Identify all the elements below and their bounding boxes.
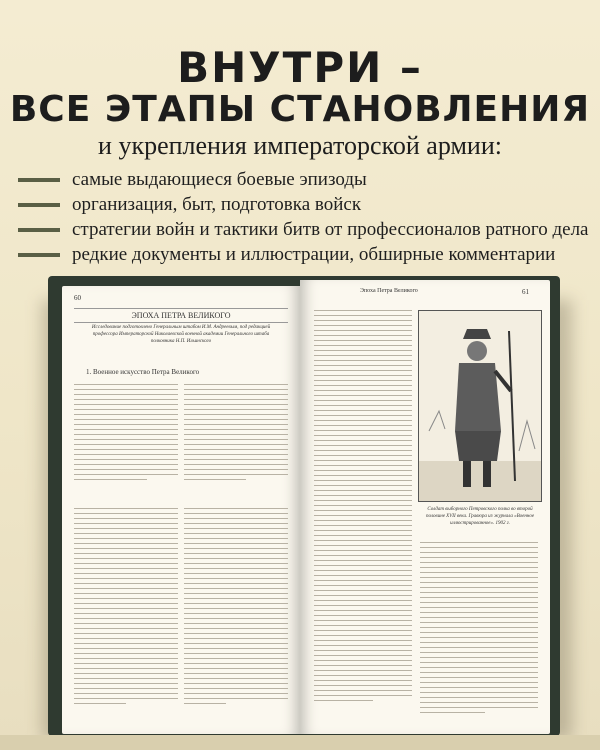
running-head: Эпоха Петра Великого — [360, 288, 418, 294]
bullet-bar-icon — [18, 253, 60, 257]
soldier-figure-icon — [419, 311, 541, 501]
feature-text: самые выдающиеся боевые эпизоды — [72, 169, 367, 190]
feature-text: организация, быт, подготовка войск — [72, 194, 362, 215]
chapter-title: ЭПОХА ПЕТРА ВЕЛИКОГО — [74, 308, 288, 323]
left-page-number: 60 — [74, 294, 81, 302]
feature-list — [0, 168, 600, 268]
text-column-left — [74, 384, 178, 484]
feature-item — [0, 168, 600, 192]
text-column-right — [184, 384, 288, 484]
feature-item — [0, 218, 600, 242]
text-column-right — [420, 542, 538, 717]
footnote-column-left — [74, 508, 178, 708]
feature-item — [0, 193, 600, 217]
feature-text: стратегии войн и тактики битв от профессионалов ратного дела — [72, 219, 589, 240]
bottom-band — [0, 735, 600, 750]
feature-text: редкие документы и иллюстрации, обширные комментарии — [72, 244, 556, 265]
soldier-engraving — [418, 310, 542, 502]
feature-item — [0, 243, 600, 267]
headline-line-1: ВНУТРИ – — [177, 43, 423, 92]
bullet-bar-icon — [18, 203, 60, 207]
headline-line-2: ВСЕ ЭТАПЫ СТАНОВЛЕНИЯ — [9, 89, 591, 130]
book-left-page — [62, 286, 300, 734]
text-column-left — [314, 310, 412, 705]
section-heading: 1. Военное искусство Петра Великого — [86, 368, 200, 376]
right-page-number: 61 — [522, 288, 529, 296]
book-right-page — [300, 280, 550, 734]
bullet-bar-icon — [18, 228, 60, 232]
headline-line-3: и укрепления императорской армии: — [98, 131, 502, 160]
bullet-bar-icon — [18, 178, 60, 182]
chapter-subtitle: Исследование подготовлено Генеральным штабом И.М. Андреевым, под редакцией профессора Императорской Николаевской военной академии Генерального штаба полковника Н.П. Ильинского — [91, 325, 271, 344]
footnote-column-right — [184, 508, 288, 708]
engraving-caption: Солдат выборного Петровского полка во второй половине XVII века. Гравюра из журнала «Военное иллюстрированное». 1902 г. — [425, 507, 535, 526]
